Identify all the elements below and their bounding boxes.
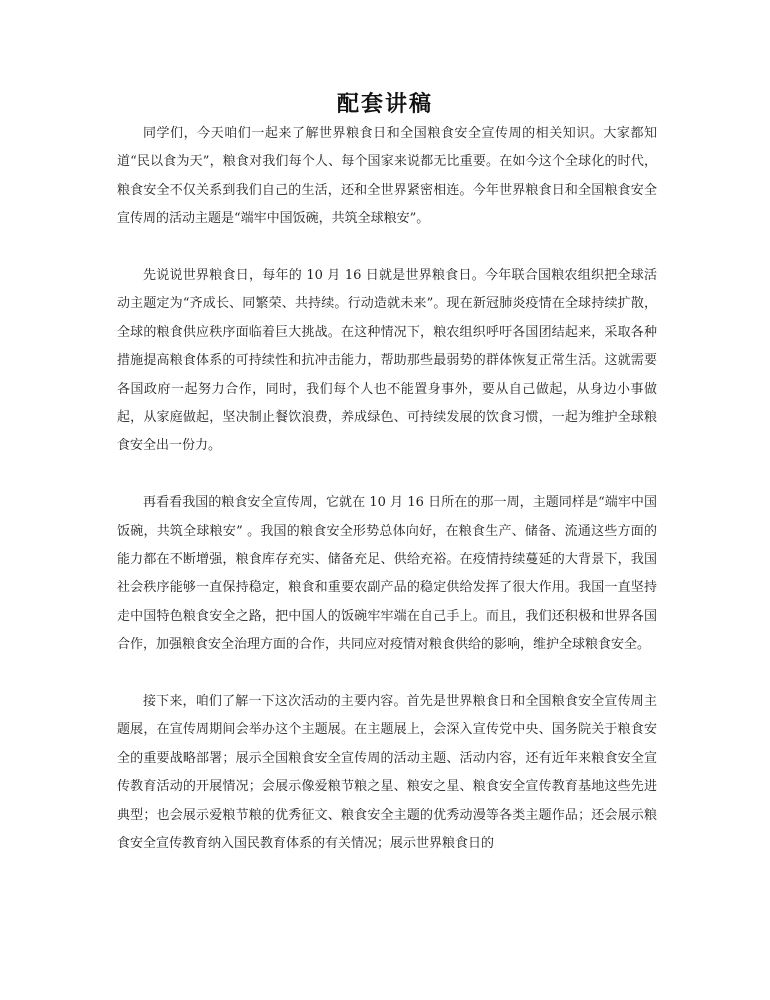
paragraph-3: 再看看我国的粮食安全宣传周，它就在 10 月 16 日所在的那一周，主题同样是“端牢中国饭碗，共筑全球粮安” 。我国的粮食安全形势总体向好，在粮食生产、储备、流通这些方面的能力都在不断增强，粮食库存充实、储备充足、供给充裕。在疫情持续蔓延的大背景下，我国社会秩序能够一直保持稳定，粮食和重要农副产品的稳定供给发挥了很大作用。我国一直坚持走中国特色粮食安全之路，把中国人的饭碗牢牢端在自己手上。而且，我们还积极和世界各国合作，加强粮食安全治理方面的合作，共同应对疫情对粮食供给的影响，维护全球粮食安全。 [117, 495, 657, 653]
page-title: 配套讲稿 [336, 91, 433, 117]
paragraph-1: 同学们，今天咱们一起来了解世界粮食日和全国粮食安全宣传周的相关知识。大家都知道“民以食为天”，粮食对我们每个人、每个国家来说都无比重要。在如今这个全球化的时代，粮食安全不仅关系到我们自己的生活，还和全世界紧密相连。今年世界粮食日和全国粮食安全宣传周的活动主题是“端牢中国饭碗，共筑全球粮安”。 [117, 126, 657, 227]
paragraph-2: 先说说世界粮食日，每年的 10 月 16 日就是世界粮食日。今年联合国粮农组织把全球活动主题定为“齐成长、同繁荣、共持续。行动造就未来”。现在新冠肺炎疫情在全球持续扩散，全球的粮食供应秩序面临着巨大挑战。在这种情况下，粮农组织呼吁各国团结起来，采取各种措施提高粮食体系的可持续性和抗冲击能力，帮助那些最弱势的群体恢复正常生活。这就需要各国政府一起努力合作，同时，我们每个人也不能置身事外，要从自己做起，从身边小事做起，从家庭做起，坚决制止餐饮浪费，养成绿色、可持续发展的饮食习惯，一起为维护全球粮食安全出一份力。 [117, 268, 657, 454]
document-body [117, 120, 657, 887]
paragraph-4: 接下来，咱们了解一下这次活动的主要内容。首先是世界粮食日和全国粮食安全宣传周主题展，在宣传周期间会举办这个主题展。在主题展上，会深入宣传党中央、国务院关于粮食安全的重要战略部署；展示全国粮食安全宣传周的活动主题、活动内容，还有近年来粮食安全宣传教育活动的开展情况；会展示像爱粮节粮之星、粮安之星、粮食安全宣传教育基地这些先进典型；也会展示爱粮节粮的优秀征文、粮食安全主题的优秀动漫等各类主题作品；还会展示粮食安全宣传教育纳入国民教育体系的有关情况；展示世界粮食日的 [117, 694, 657, 852]
